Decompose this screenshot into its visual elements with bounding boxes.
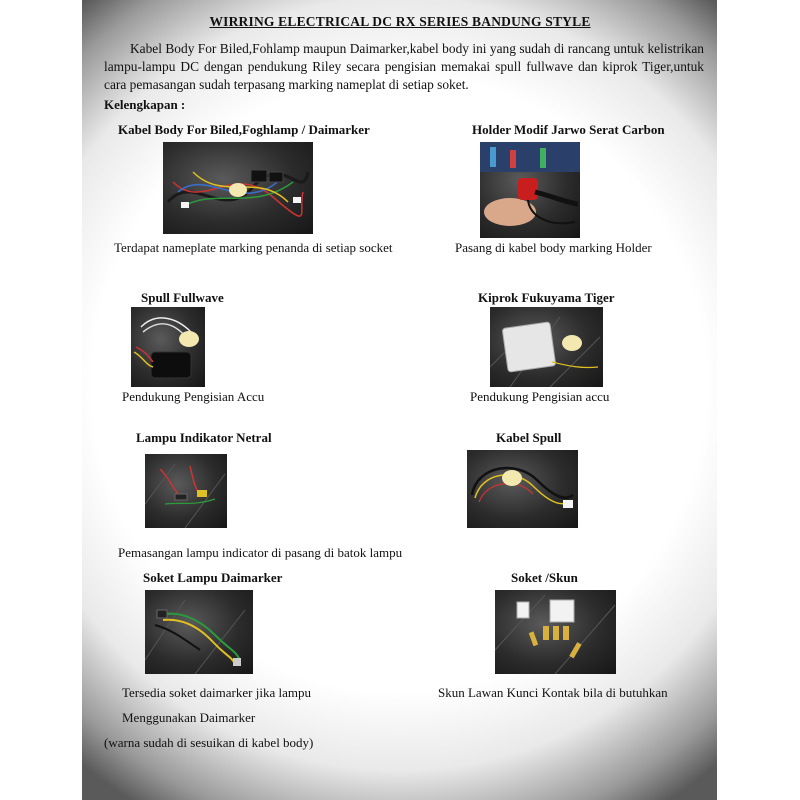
kelengkapan-heading: Kelengkapan : — [104, 97, 186, 112]
indicator-lamp-photo — [145, 454, 227, 528]
item-heading-soket-skun: Soket /Skun — [511, 570, 578, 585]
item-heading-kabel-body: Kabel Body For Biled,Foghlamp / Daimarker — [118, 122, 370, 137]
connector-terminals-photo — [495, 590, 616, 674]
item-caption-spull: Pendukung Pengisian Accu — [122, 389, 265, 404]
item-caption-kabel-body: Terdapat nameplate marking penanda di setiap socket — [114, 240, 393, 255]
handlebar-switch-photo — [480, 142, 580, 238]
regulator-rectifier-photo — [490, 307, 603, 387]
daymarker-socket-photo — [145, 590, 253, 674]
item-caption-soket-daimarker: Tersedia soket daimarker jika lampu — [122, 685, 311, 700]
intro-paragraph: Kabel Body For Biled,Fohlamp maupun Daimarker,kabel body ini yang sudah di rancang untuk kelistrikan lampu-lampu DC dengan pendukung Riley secara pengisian memakai spull fullwave dan kiprok Tiger,untuk cara pemasangan sudah terpasang marking nameplat di setiap soket. — [104, 41, 704, 92]
item-heading-soket-daimarker: Soket Lampu Daimarker — [143, 570, 283, 585]
coil-cable-photo — [467, 450, 578, 528]
stator-coil-photo — [131, 307, 205, 387]
item-heading-holder: Holder Modif Jarwo Serat Carbon — [472, 122, 665, 137]
item-heading-kabel-spull: Kabel Spull — [496, 430, 562, 445]
item-heading-spull: Spull Fullwave — [141, 290, 224, 305]
document-title: WIRRING ELECTRICAL DC RX SERIES BANDUNG STYLE — [209, 14, 591, 29]
item-caption-lampu-indikator: Pemasangan lampu indicator di pasang di batok lampu — [118, 545, 403, 560]
item-caption-holder: Pasang di kabel body marking Holder — [455, 240, 652, 255]
item-heading-kiprok: Kiprok Fukuyama Tiger — [478, 290, 615, 305]
item-heading-lampu-indikator: Lampu Indikator Netral — [136, 430, 272, 445]
item-caption-soket-skun: Skun Lawan Kunci Kontak bila di butuhkan — [438, 685, 668, 700]
item-caption-kiprok: Pendukung Pengisian accu — [470, 389, 610, 404]
wiring-harness-photo — [163, 142, 313, 234]
item-caption-soket-daimarker-line-2: Menggunakan Daimarker — [122, 710, 256, 725]
item-caption-color-note: (warna sudah di sesuikan di kabel body) — [104, 735, 314, 750]
